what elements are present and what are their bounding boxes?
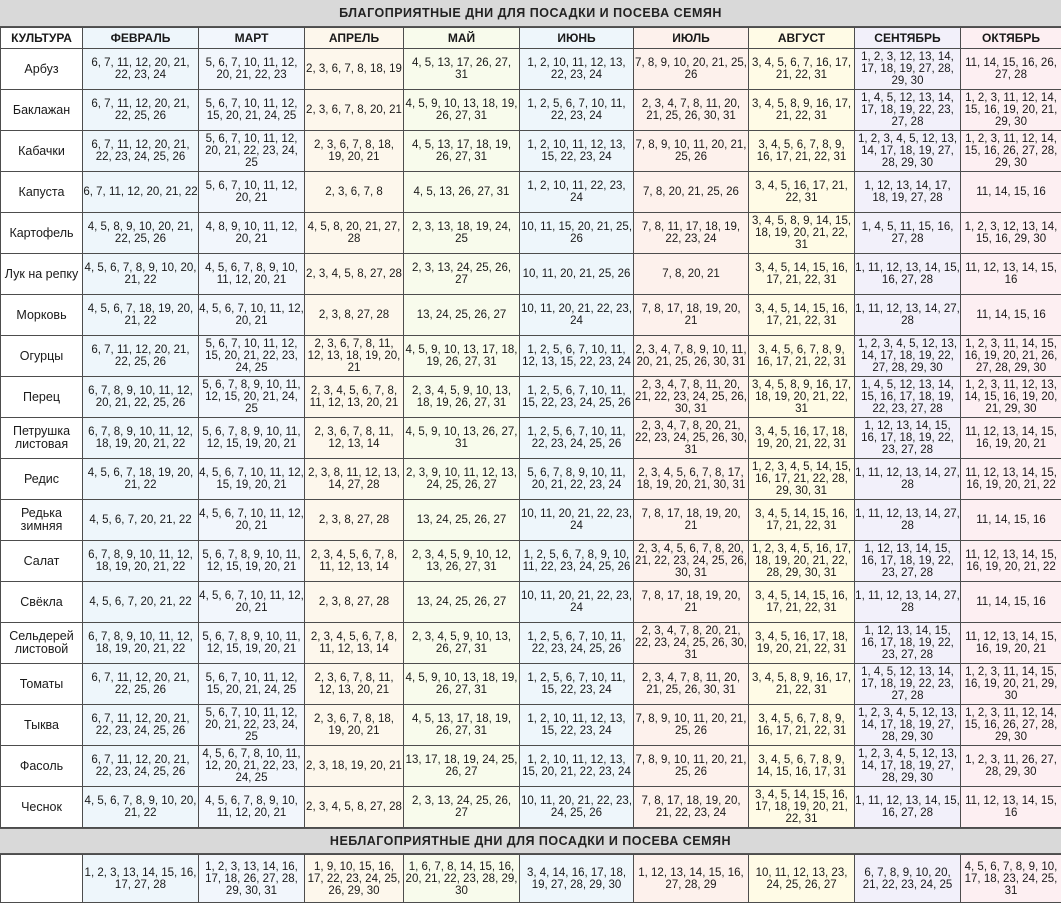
days-cell: 11, 14, 15, 16 xyxy=(961,172,1061,213)
crop-name: Петрушка листовая xyxy=(1,418,83,459)
days-cell: 2, 3, 4, 5, 9, 10, 12, 13, 26, 27, 31 xyxy=(404,541,520,582)
days-cell: 3, 4, 5, 6, 7, 8, 9, 16, 17, 21, 22, 31 xyxy=(749,705,855,746)
days-cell: 1, 12, 13, 14, 15, 16, 17, 18, 19, 22, 23, 27, 28 xyxy=(855,623,961,664)
days-cell: 1, 2, 5, 6, 7, 10, 11, 15, 22, 23, 24 xyxy=(520,664,634,705)
table-row xyxy=(1,377,1061,418)
days-cell: 1, 2, 5, 6, 7, 8, 9, 10, 11, 22, 23, 24, 25, 26 xyxy=(520,541,634,582)
days-cell: 5, 6, 7, 8, 9, 10, 11, 12, 15, 19, 20, 21 xyxy=(199,418,305,459)
days-cell: 2, 3, 8, 27, 28 xyxy=(305,582,404,623)
days-cell: 6, 7, 8, 9, 10, 11, 12, 18, 19, 20, 21, 22 xyxy=(83,541,199,582)
days-cell: 3, 4, 5, 8, 9, 16, 17, 21, 22, 31 xyxy=(749,664,855,705)
days-cell: 4, 5, 13, 26, 27, 31 xyxy=(404,172,520,213)
days-cell: 10, 11, 20, 21, 22, 23, 24 xyxy=(520,295,634,336)
days-cell: 6, 7, 11, 12, 20, 21, 22, 25, 26 xyxy=(83,336,199,377)
days-cell: 4, 5, 6, 7, 18, 19, 20, 21, 22 xyxy=(83,459,199,500)
header-month: ФЕВРАЛЬ xyxy=(83,28,199,49)
days-cell: 3, 4, 5, 16, 17, 18, 19, 20, 21, 22, 31 xyxy=(749,418,855,459)
days-cell: 2, 3, 8, 27, 28 xyxy=(305,500,404,541)
days-cell: 3, 4, 5, 8, 9, 14, 15, 18, 19, 20, 21, 22, 31 xyxy=(749,213,855,254)
days-cell: 1, 2, 5, 6, 7, 10, 11, 15, 22, 23, 24, 25, 26 xyxy=(520,377,634,418)
unfavorable-days-cell: 1, 2, 3, 13, 14, 16, 17, 18, 26, 27, 28, 29, 30, 31 xyxy=(199,855,305,903)
days-cell: 5, 6, 7, 8, 9, 10, 11, 12, 15, 19, 20, 21 xyxy=(199,623,305,664)
days-cell: 4, 5, 13, 17, 26, 27, 31 xyxy=(404,49,520,90)
days-cell: 3, 4, 5, 14, 15, 16, 17, 18, 19, 20, 21, 22, 31 xyxy=(749,787,855,828)
days-cell: 4, 5, 6, 7, 10, 11, 12, 20, 21 xyxy=(199,582,305,623)
days-cell: 2, 3, 4, 7, 8, 11, 20, 21, 25, 26, 30, 31 xyxy=(634,664,749,705)
days-cell: 2, 3, 4, 5, 9, 10, 13, 18, 19, 26, 27, 31 xyxy=(404,377,520,418)
header-month: ИЮЛЬ xyxy=(634,28,749,49)
table-row xyxy=(1,418,1061,459)
days-cell: 1, 4, 5, 11, 15, 16, 27, 28 xyxy=(855,213,961,254)
unfavorable-days-cell: 1, 9, 10, 15, 16, 17, 22, 23, 24, 25, 26, 29, 30 xyxy=(305,855,404,903)
days-cell: 1, 11, 12, 13, 14, 15, 16, 27, 28 xyxy=(855,787,961,828)
unfavorable-days-cell: 4, 5, 6, 7, 8, 9, 10, 17, 18, 23, 24, 25, 31 xyxy=(961,855,1061,903)
days-cell: 1, 2, 3, 11, 12, 14, 15, 16, 26, 27, 28, 29, 30 xyxy=(961,131,1061,172)
days-cell: 1, 2, 3, 4, 5, 14, 15, 16, 17, 21, 22, 28, 29, 30, 31 xyxy=(749,459,855,500)
crop-name: Сельдерей листовой xyxy=(1,623,83,664)
table-row xyxy=(1,664,1061,705)
days-cell: 2, 3, 4, 5, 6, 7, 8, 11, 12, 13, 14 xyxy=(305,623,404,664)
crop-name: Лук на репку xyxy=(1,254,83,295)
table-row xyxy=(1,500,1061,541)
crop-name: Фасоль xyxy=(1,746,83,787)
days-cell: 1, 2, 5, 6, 7, 10, 11, 22, 23, 24, 25, 26 xyxy=(520,623,634,664)
days-cell: 2, 3, 13, 24, 25, 26, 27 xyxy=(404,254,520,295)
days-cell: 11, 14, 15, 16 xyxy=(961,582,1061,623)
days-cell: 2, 3, 9, 10, 11, 12, 13, 24, 25, 26, 27 xyxy=(404,459,520,500)
table-row xyxy=(1,582,1061,623)
days-cell: 10, 11, 20, 21, 22, 23, 24 xyxy=(520,500,634,541)
days-cell: 3, 4, 5, 6, 7, 8, 9, 14, 15, 16, 17, 31 xyxy=(749,746,855,787)
days-cell: 1, 11, 12, 13, 14, 27, 28 xyxy=(855,500,961,541)
table-row xyxy=(1,131,1061,172)
days-cell: 6, 7, 11, 12, 20, 21, 22, 25, 26 xyxy=(83,664,199,705)
days-cell: 5, 6, 7, 10, 11, 12, 20, 21 xyxy=(199,172,305,213)
unfavorable-title: НЕБЛАГОПРИЯТНЫЕ ДНИ ДЛЯ ПОСАДКИ И ПОСЕВА СЕМЯН xyxy=(0,828,1061,854)
days-cell: 2, 3, 8, 27, 28 xyxy=(305,295,404,336)
days-cell: 4, 5, 6, 7, 8, 10, 11, 12, 20, 21, 22, 23, 24, 25 xyxy=(199,746,305,787)
days-cell: 6, 7, 8, 9, 10, 11, 12, 20, 21, 22, 25, 26 xyxy=(83,377,199,418)
days-cell: 2, 3, 6, 7, 8, 18, 19 xyxy=(305,49,404,90)
days-cell: 1, 12, 13, 14, 17, 18, 19, 27, 28 xyxy=(855,172,961,213)
days-cell: 2, 3, 8, 11, 12, 13, 14, 27, 28 xyxy=(305,459,404,500)
crop-name: Чеснок xyxy=(1,787,83,828)
unfavorable-days-cell: 1, 12, 13, 14, 15, 16, 27, 28, 29 xyxy=(634,855,749,903)
table-row xyxy=(1,90,1061,131)
days-cell: 13, 17, 18, 19, 24, 25, 26, 27 xyxy=(404,746,520,787)
days-cell: 3, 4, 5, 16, 17, 18, 19, 20, 21, 22, 31 xyxy=(749,623,855,664)
table-row xyxy=(1,787,1061,828)
days-cell: 1, 2, 3, 11, 14, 15, 16, 19, 20, 21, 26, 27, 28, 29, 30 xyxy=(961,336,1061,377)
crop-name: Огурцы xyxy=(1,336,83,377)
header-month: МАЙ xyxy=(404,28,520,49)
days-cell: 1, 2, 10, 11, 22, 23, 24 xyxy=(520,172,634,213)
days-cell: 3, 4, 5, 8, 9, 16, 17, 21, 22, 31 xyxy=(749,90,855,131)
days-cell: 4, 5, 6, 7, 8, 9, 10, 11, 12, 20, 21 xyxy=(199,254,305,295)
days-cell: 13, 24, 25, 26, 27 xyxy=(404,500,520,541)
days-cell: 1, 2, 10, 11, 12, 13, 22, 23, 24 xyxy=(520,49,634,90)
days-cell: 7, 8, 9, 10, 11, 20, 21, 25, 26 xyxy=(634,746,749,787)
days-cell: 4, 5, 6, 7, 10, 11, 12, 20, 21 xyxy=(199,295,305,336)
days-cell: 11, 12, 13, 14, 15, 16 xyxy=(961,254,1061,295)
table-row xyxy=(1,49,1061,90)
crop-name: Морковь xyxy=(1,295,83,336)
header-month: ОКТЯБРЬ xyxy=(961,28,1061,49)
days-cell: 1, 2, 3, 11, 14, 15, 16, 19, 20, 21, 29, 30 xyxy=(961,664,1061,705)
days-cell: 4, 5, 8, 9, 10, 20, 21, 22, 25, 26 xyxy=(83,213,199,254)
days-cell: 2, 3, 13, 24, 25, 26, 27 xyxy=(404,787,520,828)
empty-cell xyxy=(1,855,83,903)
unfavorable-days-cell: 1, 2, 3, 13, 14, 15, 16, 17, 27, 28 xyxy=(83,855,199,903)
days-cell: 1, 2, 3, 11, 12, 14, 15, 16, 26, 27, 28, 29, 30 xyxy=(961,705,1061,746)
days-cell: 11, 12, 13, 14, 15, 16, 19, 20, 21 xyxy=(961,418,1061,459)
days-cell: 4, 5, 6, 7, 8, 9, 10, 20, 21, 22 xyxy=(83,254,199,295)
days-cell: 5, 6, 7, 10, 11, 12, 15, 20, 21, 24, 25 xyxy=(199,664,305,705)
table-row xyxy=(1,623,1061,664)
unfavorable-days-cell: 1, 6, 7, 8, 14, 15, 16, 20, 21, 22, 23, 28, 29, 30 xyxy=(404,855,520,903)
days-cell: 1, 2, 5, 6, 7, 10, 11, 22, 23, 24 xyxy=(520,90,634,131)
days-cell: 13, 24, 25, 26, 27 xyxy=(404,582,520,623)
header-month: ИЮНЬ xyxy=(520,28,634,49)
unfavorable-row xyxy=(1,855,1061,903)
days-cell: 1, 2, 3, 12, 13, 14, 17, 18, 19, 27, 28, 29, 30 xyxy=(855,49,961,90)
days-cell: 5, 6, 7, 8, 9, 10, 11, 12, 15, 19, 20, 21 xyxy=(199,541,305,582)
days-cell: 1, 2, 3, 11, 12, 14, 15, 16, 19, 20, 21, 29, 30 xyxy=(961,90,1061,131)
header-month: АВГУСТ xyxy=(749,28,855,49)
days-cell: 10, 11, 15, 20, 21, 25, 26 xyxy=(520,213,634,254)
unfavorable-days-cell: 6, 7, 8, 9, 10, 20, 21, 22, 23, 24, 25 xyxy=(855,855,961,903)
days-cell: 10, 11, 20, 21, 22, 23, 24, 25, 26 xyxy=(520,787,634,828)
days-cell: 3, 4, 5, 6, 7, 8, 9, 16, 17, 21, 22, 31 xyxy=(749,131,855,172)
days-cell: 6, 7, 11, 12, 20, 21, 22, 23, 24, 25, 26 xyxy=(83,746,199,787)
days-cell: 2, 3, 4, 5, 6, 7, 8, 20, 21, 22, 23, 24, 25, 26, 30, 31 xyxy=(634,541,749,582)
days-cell: 2, 3, 6, 7, 8, 18, 19, 20, 21 xyxy=(305,131,404,172)
days-cell: 7, 8, 20, 21 xyxy=(634,254,749,295)
days-cell: 7, 8, 9, 10, 20, 21, 25, 26 xyxy=(634,49,749,90)
days-cell: 2, 3, 4, 5, 8, 27, 28 xyxy=(305,787,404,828)
days-cell: 6, 7, 11, 12, 20, 21, 22 xyxy=(83,172,199,213)
table-row xyxy=(1,254,1061,295)
days-cell: 1, 4, 5, 12, 13, 14, 17, 18, 19, 22, 23, 27, 28 xyxy=(855,664,961,705)
days-cell: 4, 5, 6, 7, 18, 19, 20, 21, 22 xyxy=(83,295,199,336)
days-cell: 4, 5, 6, 7, 10, 11, 12, 20, 21 xyxy=(199,500,305,541)
days-cell: 4, 5, 6, 7, 8, 9, 10, 20, 21, 22 xyxy=(83,787,199,828)
crop-name: Тыква xyxy=(1,705,83,746)
days-cell: 11, 12, 13, 14, 15, 16 xyxy=(961,787,1061,828)
days-cell: 2, 3, 4, 7, 8, 11, 20, 21, 25, 26, 30, 31 xyxy=(634,90,749,131)
days-cell: 4, 5, 9, 10, 13, 26, 27, 31 xyxy=(404,418,520,459)
days-cell: 5, 6, 7, 10, 11, 12, 20, 21, 22, 23, 24, 25 xyxy=(199,705,305,746)
crop-name: Редис xyxy=(1,459,83,500)
days-cell: 1, 2, 3, 4, 5, 12, 13, 14, 17, 18, 19, 22, 27, 28, 29, 30 xyxy=(855,336,961,377)
unfavorable-days-table xyxy=(0,854,1061,903)
days-cell: 3, 4, 5, 14, 15, 16, 17, 21, 22, 31 xyxy=(749,582,855,623)
days-cell: 1, 2, 5, 6, 7, 10, 11, 12, 13, 15, 22, 23, 24 xyxy=(520,336,634,377)
days-cell: 2, 3, 6, 7, 8, 11, 12, 13, 14 xyxy=(305,418,404,459)
days-cell: 1, 12, 13, 14, 15, 16, 17, 18, 19, 22, 23, 27, 28 xyxy=(855,541,961,582)
days-cell: 6, 7, 8, 9, 10, 11, 12, 18, 19, 20, 21, 22 xyxy=(83,418,199,459)
days-cell: 2, 3, 6, 7, 8, 11, 12, 13, 18, 19, 20, 21 xyxy=(305,336,404,377)
table-row xyxy=(1,213,1061,254)
header-month: АПРЕЛЬ xyxy=(305,28,404,49)
days-cell: 5, 6, 7, 10, 11, 12, 15, 20, 21, 24, 25 xyxy=(199,90,305,131)
days-cell: 1, 2, 10, 11, 12, 13, 15, 20, 21, 22, 23, 24 xyxy=(520,746,634,787)
days-cell: 1, 11, 12, 13, 14, 27, 28 xyxy=(855,459,961,500)
days-cell: 6, 7, 11, 12, 20, 21, 22, 23, 24, 25, 26 xyxy=(83,705,199,746)
days-cell: 1, 2, 3, 4, 5, 16, 17, 18, 19, 20, 21, 22, 28, 29, 30, 31 xyxy=(749,541,855,582)
header-month: СЕНТЯБРЬ xyxy=(855,28,961,49)
favorable-days-table xyxy=(0,27,1061,828)
days-cell: 1, 11, 12, 13, 14, 15, 16, 27, 28 xyxy=(855,254,961,295)
days-cell: 2, 3, 4, 5, 8, 27, 28 xyxy=(305,254,404,295)
days-cell: 7, 8, 17, 18, 19, 20, 21, 22, 23, 24 xyxy=(634,787,749,828)
days-cell: 1, 2, 3, 4, 5, 12, 13, 14, 17, 18, 19, 27, 28, 29, 30 xyxy=(855,746,961,787)
days-cell: 6, 7, 11, 12, 20, 21, 22, 23, 24, 25, 26 xyxy=(83,131,199,172)
days-cell: 11, 12, 13, 14, 15, 16, 19, 20, 21 xyxy=(961,623,1061,664)
days-cell: 2, 3, 4, 5, 6, 7, 8, 11, 12, 13, 20, 21 xyxy=(305,377,404,418)
days-cell: 7, 8, 20, 21, 25, 26 xyxy=(634,172,749,213)
crop-name: Картофель xyxy=(1,213,83,254)
days-cell: 4, 5, 9, 10, 13, 17, 18, 19, 26, 27, 31 xyxy=(404,336,520,377)
days-cell: 2, 3, 6, 7, 8 xyxy=(305,172,404,213)
days-cell: 1, 2, 3, 11, 26, 27, 28, 29, 30 xyxy=(961,746,1061,787)
days-cell: 6, 7, 11, 12, 20, 21, 22, 25, 26 xyxy=(83,90,199,131)
days-cell: 3, 4, 5, 14, 15, 16, 17, 21, 22, 31 xyxy=(749,500,855,541)
crop-name: Капуста xyxy=(1,172,83,213)
days-cell: 1, 12, 13, 14, 15, 16, 17, 18, 19, 22, 23, 27, 28 xyxy=(855,418,961,459)
crop-name: Салат xyxy=(1,541,83,582)
days-cell: 4, 5, 8, 20, 21, 27, 28 xyxy=(305,213,404,254)
days-cell: 2, 3, 4, 7, 8, 9, 10, 11, 20, 21, 25, 26, 30, 31 xyxy=(634,336,749,377)
unfavorable-days-cell: 3, 4, 14, 16, 17, 18, 19, 27, 28, 29, 30 xyxy=(520,855,634,903)
header-row xyxy=(1,28,1061,49)
days-cell: 5, 6, 7, 8, 9, 10, 11, 20, 21, 22, 23, 24 xyxy=(520,459,634,500)
days-cell: 3, 4, 5, 16, 17, 21, 22, 31 xyxy=(749,172,855,213)
days-cell: 3, 4, 5, 8, 9, 16, 17, 18, 19, 20, 21, 22, 31 xyxy=(749,377,855,418)
days-cell: 4, 5, 9, 10, 13, 18, 19, 26, 27, 31 xyxy=(404,90,520,131)
table-row xyxy=(1,746,1061,787)
header-month: МАРТ xyxy=(199,28,305,49)
crop-name: Арбуз xyxy=(1,49,83,90)
days-cell: 10, 11, 20, 21, 22, 23, 24 xyxy=(520,582,634,623)
days-cell: 11, 14, 15, 16 xyxy=(961,500,1061,541)
table-row xyxy=(1,541,1061,582)
days-cell: 1, 2, 5, 6, 7, 10, 11, 22, 23, 24, 25, 26 xyxy=(520,418,634,459)
days-cell: 11, 14, 15, 16, 26, 27, 28 xyxy=(961,49,1061,90)
days-cell: 7, 8, 17, 18, 19, 20, 21 xyxy=(634,500,749,541)
crop-name: Перец xyxy=(1,377,83,418)
days-cell: 7, 8, 9, 10, 11, 20, 21, 25, 26 xyxy=(634,705,749,746)
table-row xyxy=(1,172,1061,213)
days-cell: 1, 2, 3, 12, 13, 14, 15, 16, 29, 30 xyxy=(961,213,1061,254)
days-cell: 4, 5, 6, 7, 8, 9, 10, 11, 12, 20, 21 xyxy=(199,787,305,828)
days-cell: 2, 3, 4, 7, 8, 20, 21, 22, 23, 24, 25, 26, 30, 31 xyxy=(634,418,749,459)
crop-name: Томаты xyxy=(1,664,83,705)
days-cell: 1, 4, 5, 12, 13, 14, 17, 18, 19, 22, 23, 27, 28 xyxy=(855,90,961,131)
days-cell: 2, 3, 18, 19, 20, 21 xyxy=(305,746,404,787)
days-cell: 5, 6, 7, 8, 9, 10, 11, 12, 15, 20, 21, 24, 25 xyxy=(199,377,305,418)
days-cell: 1, 2, 3, 4, 5, 12, 13, 14, 17, 18, 19, 27, 28, 29, 30 xyxy=(855,131,961,172)
crop-name: Кабачки xyxy=(1,131,83,172)
table-row xyxy=(1,459,1061,500)
days-cell: 7, 8, 17, 18, 19, 20, 21 xyxy=(634,582,749,623)
days-cell: 11, 12, 13, 14, 15, 16, 19, 20, 21, 22 xyxy=(961,541,1061,582)
days-cell: 2, 3, 4, 5, 6, 7, 8, 11, 12, 13, 14 xyxy=(305,541,404,582)
days-cell: 2, 3, 4, 7, 8, 11, 20, 21, 22, 23, 24, 25, 26, 30, 31 xyxy=(634,377,749,418)
days-cell: 4, 8, 9, 10, 11, 12, 20, 21 xyxy=(199,213,305,254)
days-cell: 11, 12, 13, 14, 15, 16, 19, 20, 21, 22 xyxy=(961,459,1061,500)
unfavorable-days-cell: 10, 11, 12, 13, 23, 24, 25, 26, 27 xyxy=(749,855,855,903)
favorable-title: БЛАГОПРИЯТНЫЕ ДНИ ДЛЯ ПОСАДКИ И ПОСЕВА СЕМЯН xyxy=(0,0,1061,27)
days-cell: 6, 7, 8, 9, 10, 11, 12, 18, 19, 20, 21, 22 xyxy=(83,623,199,664)
days-cell: 11, 14, 15, 16 xyxy=(961,295,1061,336)
header-culture: КУЛЬТУРА xyxy=(1,28,83,49)
days-cell: 4, 5, 13, 17, 18, 19, 26, 27, 31 xyxy=(404,131,520,172)
table-row xyxy=(1,705,1061,746)
days-cell: 2, 3, 6, 7, 8, 18, 19, 20, 21 xyxy=(305,705,404,746)
days-cell: 10, 11, 20, 21, 25, 26 xyxy=(520,254,634,295)
table-row xyxy=(1,336,1061,377)
days-cell: 2, 3, 13, 18, 19, 24, 25 xyxy=(404,213,520,254)
days-cell: 2, 3, 4, 5, 6, 7, 8, 17, 18, 19, 20, 21, 30, 31 xyxy=(634,459,749,500)
days-cell: 7, 8, 9, 10, 11, 20, 21, 25, 26 xyxy=(634,131,749,172)
days-cell: 13, 24, 25, 26, 27 xyxy=(404,295,520,336)
days-cell: 1, 11, 12, 13, 14, 27, 28 xyxy=(855,582,961,623)
days-cell: 4, 5, 9, 10, 13, 18, 19, 26, 27, 31 xyxy=(404,664,520,705)
days-cell: 2, 3, 6, 7, 8, 20, 21 xyxy=(305,90,404,131)
crop-name: Свёкла xyxy=(1,582,83,623)
crop-name: Редька зимняя xyxy=(1,500,83,541)
crop-name: Баклажан xyxy=(1,90,83,131)
days-cell: 1, 2, 3, 11, 12, 13, 14, 15, 16, 19, 20, 21, 29, 30 xyxy=(961,377,1061,418)
days-cell: 4, 5, 6, 7, 10, 11, 12, 15, 19, 20, 21 xyxy=(199,459,305,500)
days-cell: 1, 11, 12, 13, 14, 27, 28 xyxy=(855,295,961,336)
days-cell: 4, 5, 13, 17, 18, 19, 26, 27, 31 xyxy=(404,705,520,746)
days-cell: 3, 4, 5, 14, 15, 16, 17, 21, 22, 31 xyxy=(749,295,855,336)
days-cell: 7, 8, 17, 18, 19, 20, 21 xyxy=(634,295,749,336)
days-cell: 1, 4, 5, 12, 13, 14, 15, 16, 17, 18, 19, 22, 23, 27, 28 xyxy=(855,377,961,418)
days-cell: 5, 6, 7, 10, 11, 12, 20, 21, 22, 23, 24, 25 xyxy=(199,131,305,172)
days-cell: 4, 5, 6, 7, 20, 21, 22 xyxy=(83,500,199,541)
days-cell: 7, 8, 11, 17, 18, 19, 22, 23, 24 xyxy=(634,213,749,254)
days-cell: 3, 4, 5, 6, 7, 8, 9, 16, 17, 21, 22, 31 xyxy=(749,336,855,377)
days-cell: 3, 4, 5, 14, 15, 16, 17, 21, 22, 31 xyxy=(749,254,855,295)
days-cell: 2, 3, 4, 5, 9, 10, 13, 26, 27, 31 xyxy=(404,623,520,664)
days-cell: 1, 2, 10, 11, 12, 13, 15, 22, 23, 24 xyxy=(520,131,634,172)
days-cell: 5, 6, 7, 10, 11, 12, 15, 20, 21, 22, 23, 24, 25 xyxy=(199,336,305,377)
days-cell: 2, 3, 6, 7, 8, 11, 12, 13, 20, 21 xyxy=(305,664,404,705)
days-cell: 3, 4, 5, 6, 7, 16, 17, 21, 22, 31 xyxy=(749,49,855,90)
days-cell: 4, 5, 6, 7, 20, 21, 22 xyxy=(83,582,199,623)
table-row xyxy=(1,295,1061,336)
days-cell: 2, 3, 4, 7, 8, 20, 21, 22, 23, 24, 25, 26, 30, 31 xyxy=(634,623,749,664)
days-cell: 5, 6, 7, 10, 11, 12, 20, 21, 22, 23 xyxy=(199,49,305,90)
days-cell: 1, 2, 3, 4, 5, 12, 13, 14, 17, 18, 19, 27, 28, 29, 30 xyxy=(855,705,961,746)
days-cell: 1, 2, 10, 11, 12, 13, 15, 22, 23, 24 xyxy=(520,705,634,746)
days-cell: 6, 7, 11, 12, 20, 21, 22, 23, 24 xyxy=(83,49,199,90)
